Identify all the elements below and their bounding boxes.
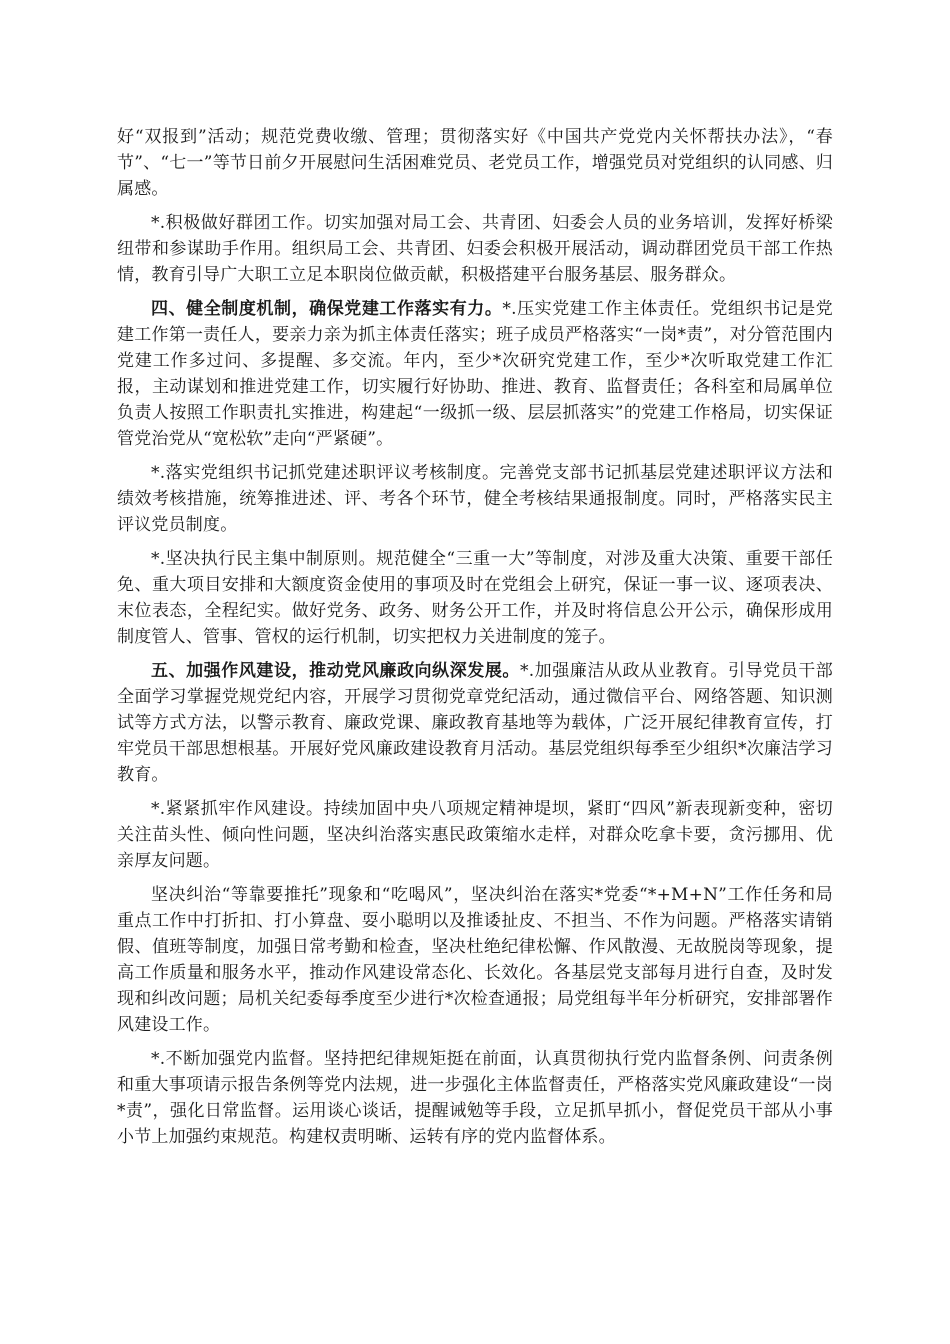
- paragraph-7: [117, 796, 833, 874]
- paragraph-text: *.不断加强党内监督。坚持把纪律规矩挺在前面，认真贯彻执行党内监督条例、问责条例和重大事项请示报告条例等党内法规，进一步强化主体监督责任，严格落实党风廉政建设“一岗*责”，强化日常监督。运用谈心谈话，提醒诫勉等手段，立足抓早抓小，督促党员干部从小事小节上加强约束规范。构建权责明晰、运转有序的党内监督体系。: [117, 1049, 833, 1147]
- section-heading-4: 四、健全制度机制，确保党建工作落实有力。: [151, 299, 503, 319]
- paragraph-9: [117, 1046, 833, 1150]
- paragraph-text: *.紧紧抓牢作风建设。持续加固中央八项规定精神堤坝，紧盯“四风”新表现新变种，密切关注苗头性、倾向性问题，坚决纠治落实惠民政策缩水走样，对群众吃拿卡要，贪污挪用、优亲厚友问题。: [117, 799, 833, 871]
- paragraph-text: *.加强廉洁从政从业教育。引导党员干部全面学习掌握党规党纪内容，开展学习贯彻党章党纪活动，通过微信平台、网络答题、知识测试等方式方法，以警示教育、廉政党课、廉政教育基地等为载体，广泛开展纪律教育宣传，打牢党员干部思想根基。开展好党风廉政建设教育月活动。基层党组织每季至少组织*次廉洁学习教育。: [117, 661, 834, 785]
- paragraph-text: *.落实党组织书记抓党建述职评议考核制度。完善党支部书记抓基层党建述职评议方法和绩效考核措施，统筹推进述、评、考各个环节，健全考核结果通报制度。同时，严格落实民主评议党员制度。: [117, 463, 833, 535]
- paragraph-text: *.坚决执行民主集中制原则。规范健全“三重一大”等制度，对涉及重大决策、重要干部任免、重大项目安排和大额度资金使用的事项及时在党组会上研究，保证一事一议、逐项表决、末位表态，全程纪实。做好党务、政务、财务公开工作，并及时将信息公开公示，确保形成用制度管人、管事、管权的运行机制，切实把权力关进制度的笼子。: [117, 549, 833, 647]
- paragraph-2: [117, 210, 833, 288]
- paragraph-text: *.压实党建工作主体责任。党组织书记是党建工作第一责任人，要亲力亲为抓主体责任落实；班子成员严格落实“一岗*责”，对分管范围内党建工作多过问、多提醒、多交流。年内，至少*次研究党建工作，至少*次听取党建工作汇报，主动谋划和推进党建工作，切实履行好协助、推进、教育、监督责任；各科室和局属单位负责人按照工作职责扎实推进，构建起“一级抓一级、层层抓落实”的党建工作格局，切实保证管党治党从“宽松软”走向“严紧硬”。: [117, 299, 834, 449]
- document-body: [117, 124, 833, 1158]
- paragraph-4: [117, 460, 833, 538]
- paragraph-text: 好“双报到”活动；规范党费收缴、管理；贯彻落实好《中国共产党党内关怀帮扶办法》，“春节”、“七一”等节日前夕开展慰问生活困难党员、老党员工作，增强党员对党组织的认同感、归属感。: [117, 127, 833, 199]
- paragraph-8: [117, 882, 833, 1038]
- paragraph-text: 坚决纠治“等靠要推托”现象和“吃喝风”，坚决纠治在落实*党委“*+M+N”工作任务和局重点工作中打折扣、打小算盘、耍小聪明以及推诿扯皮、不担当、不作为问题。严格落实请销假、值班等制度，加强日常考勤和检查，坚决杜绝纪律松懈、作风散漫、无故脱岗等现象，提高工作质量和服务水平，推动作风建设常态化、长效化。各基层党支部每月进行自查，及时发现和纠改问题；局机关纪委每季度至少进行*次检查通报；局党组每半年分析研究，安排部署作风建设工作。: [117, 885, 833, 1035]
- paragraph-3: [117, 296, 833, 452]
- section-heading-5: 五、加强作风建设，推动党风廉政向纵深发展。: [151, 661, 520, 681]
- paragraph-6: [117, 658, 833, 788]
- paragraph-1: [117, 124, 833, 202]
- paragraph-text: *.积极做好群团工作。切实加强对局工会、共青团、妇委会人员的业务培训，发挥好桥梁纽带和参谋助手作用。组织局工会、共青团、妇委会积极开展活动，调动群团党员干部工作热情，教育引导广大职工立足本职岗位做贡献，积极搭建平台服务基层、服务群众。: [117, 213, 833, 285]
- paragraph-5: [117, 546, 833, 650]
